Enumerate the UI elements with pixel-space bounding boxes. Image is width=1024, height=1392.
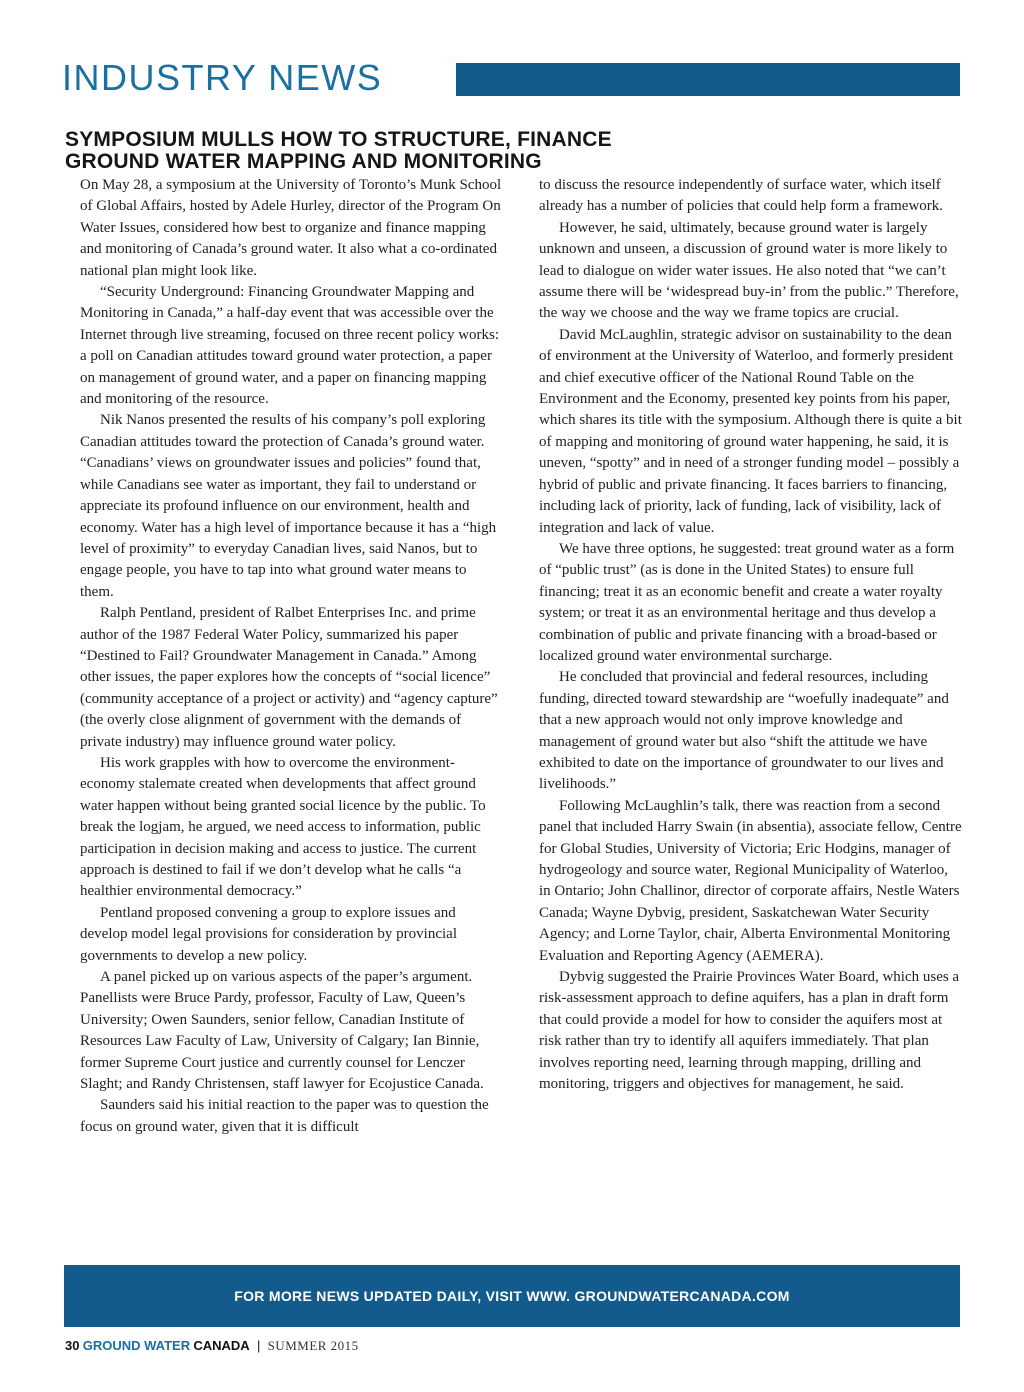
paragraph: His work grapples with how to overcome the environment-economy stalemate created when developments that affect ground water happen without being granted social licence by the public. To break the logjam, he argued, we need access to information, public participation in decision making and access to justice. The current approach is destined to fail if we don’t develop what he calls “a healthier environmental democracy.” <box>80 754 486 900</box>
section-header <box>62 56 960 100</box>
paragraph: “Security Underground: Financing Groundwater Mapping and Monitoring in Canada,” a half-day event that was accessible over the Internet through live streaming, focused on three recent policy works: a poll on Canadian attitudes toward ground water protection, a paper on management of ground water, and a paper on financing mapping and monitoring of the resource. <box>80 284 500 408</box>
website-link[interactable]: FOR MORE NEWS UPDATED DAILY, VISIT WWW. GROUNDWATERCANADA.COM <box>234 1288 790 1304</box>
section-header-bar <box>456 63 960 96</box>
page-folio <box>65 1336 359 1356</box>
paragraph: to discuss the resource independently of surface water, which itself already has a number of policies that could help form a framework. <box>539 177 944 215</box>
paragraph: Saunders said his initial reaction to the paper was to question the focus on ground water, given that it is difficult <box>80 1097 489 1135</box>
paragraph: On May 28, a symposium at the University of Toronto’s Munk School of Global Affairs, hosted by Adele Hurley, director of the Program On Water Issues, considered how best to organize and finance mapping and monitoring of Canada’s ground water. It also what a co-ordinated national plan might look like. <box>80 177 502 279</box>
paragraph: However, he said, ultimately, because ground water is largely unknown and unseen, a discussion of ground water is more likely to lead to dialogue on wider water issues. He also noted that “we can’t assume there will be ‘widespread buy-in’ from the public.” Therefore, the way we choose and the way we frame topics are crucial. <box>539 219 959 322</box>
paragraph: Pentland proposed convening a group to explore issues and develop model legal provisions for consideration by provincial governments to develop a new policy. <box>80 904 457 964</box>
headline-line-2: GROUND WATER MAPPING AND MONITORING <box>65 150 542 173</box>
section-title: INDUSTRY NEWS <box>62 57 383 98</box>
paragraph: Following McLaughlin’s talk, there was reaction from a second panel that included Harry Swain (in absentia), associate fellow, Centre for Global Studies, University of Victoria; Eric Hodgins, manager of hydrogeology and source water, Regional Municipality of Waterloo, in Ontario; John Challinor, director of corporate affairs, Nestle Waters Canada; Wayne Dybvig, president, Saskatchewan Water Security Agency; and Lorne Taylor, chair, Alberta Environmental Monitoring Evaluation and Reporting Agency (AEMERA). <box>539 797 962 964</box>
paragraph: He concluded that provincial and federal resources, including funding, directed toward stewardship are “woefully inadequate” and that a new approach would not only improve knowledge and management of ground water but also “shift the attitude we have exhibited to date on the importance of groundwater to our lives and livelihoods.” <box>539 669 949 793</box>
page-number: 30 <box>65 1338 80 1353</box>
paragraph: Nik Nanos presented the results of his company’s poll exploring Canadian attitudes toward the protection of Canada’s ground water. “Canadians’ views on groundwater issues and policies” found that, while Canadians see water as important, they fail to understand or appreciate its profound influence on our environment, health and economy. Water has a high level of importance because it has a “high level of proximity” to everyday Canadian lives, said Nanos, but to engage people, you have to tap into what ground water means to them. <box>80 412 497 600</box>
footer-banner <box>64 1265 960 1327</box>
headline-line-1: SYMPOSIUM MULLS HOW TO STRUCTURE, FINANCE <box>65 128 612 151</box>
article-column-left <box>80 175 504 1138</box>
paragraph: A panel picked up on various aspects of the paper’s argument. Panellists were Bruce Pardy, professor, Faculty of Law, Queen’s University; Owen Saunders, senior fellow, Canadian Institute of Resources Law Faculty of Law, University of Calgary; Ian Binnie, former Supreme Court justice and currently counsel for Lenczer Slaght; and Randy Christensen, staff lawyer for Ecojustice Canada. <box>80 969 484 1093</box>
folio-separator: | <box>256 1338 261 1353</box>
magazine-name-part1: GROUND WATER <box>82 1338 191 1353</box>
paragraph: David McLaughlin, strategic advisor on sustainability to the dean of environment at the University of Waterloo, and formerly president and chief executive officer of the National Round Table on the Environment and the Economy, presented key points from his paper, which shares its title with the symposium. Although there is quite a bit of mapping and monitoring of ground water happening, he said, it is uneven, “spotty” and in need of a stronger funding model – possibly a hybrid of public and private financing. It faces barriers to financing, including lack of priority, lack of funding, lack of visibility, lack of integration and lack of value. <box>539 326 962 536</box>
article-headline <box>65 129 765 173</box>
magazine-name-part2: CANADA <box>193 1338 250 1353</box>
paragraph: Ralph Pentland, president of Ralbet Enterprises Inc. and prime author of the 1987 Federal Water Policy, summarized his paper “Destined to Fail? Groundwater Management in Canada.” Among other issues, the paper explores how the concepts of “social licence” (community acceptance of a project or activity) and “agency capture” (the overly close alignment of government with the demands of private industry) may influence ground water policy. <box>80 605 498 750</box>
article-column-right <box>539 175 963 1095</box>
paragraph: Dybvig suggested the Prairie Provinces Water Board, which uses a risk-assessment approach to define aquifers, has a plan in draft form that could provide a model for how to consider the aquifers most at risk rather than try to identify all aquifers immediately. That plan involves reporting need, learning through mapping, drilling and monitoring, triggers and objectives for management, he said. <box>539 969 960 1093</box>
issue-date: SUMMER 2015 <box>267 1338 359 1353</box>
paragraph: We have three options, he suggested: treat ground water as a form of “public trust” (as is done in the United States) to ensure full financing; treat it as an economic benefit and create a water royalty system; or treat it as an environmental heritage and thus develop a combination of public and private financing with a broad-based or localized ground water environmental surcharge. <box>539 540 955 664</box>
